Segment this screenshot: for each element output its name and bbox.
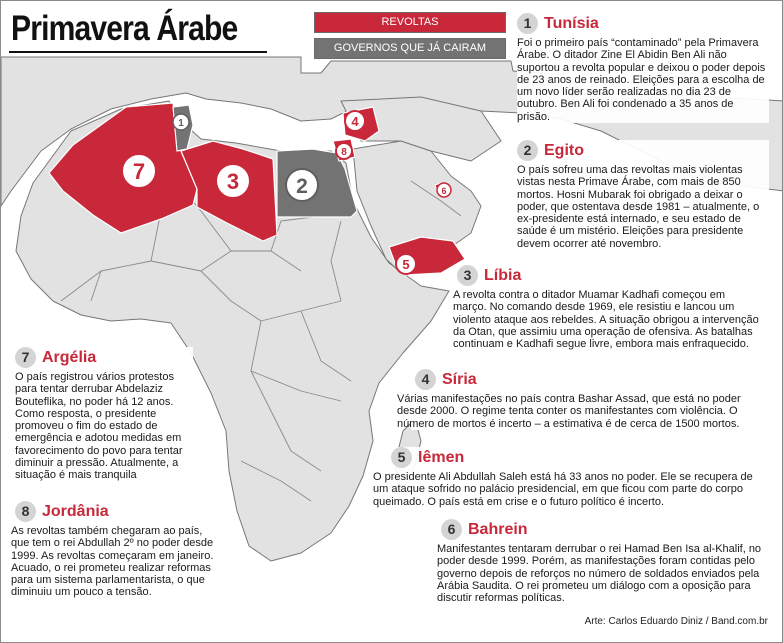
credit-line: Arte: Carlos Eduardo Diniz / Band.com.br <box>584 616 768 627</box>
country-description: O presidente Ali Abdullah Saleh está há 33 anos no poder. Ele se recupera de um ataque sofrido no palácio presidencial, em que ficou com parte do corpo queimado. O país está em crise e o futuro político é incerto. <box>373 471 753 508</box>
country-block-syria <box>397 369 769 430</box>
svg-text:6: 6 <box>441 186 447 196</box>
country-description: Várias manifestações no país contra Bashar Assad, que está no poder desde 2000. O regime tenta conter os manifestantes com violência. O número de mortos é incerto – a estimativa é de cerca de 1500 mortos. <box>397 393 741 430</box>
map-marker-5 <box>396 254 416 274</box>
svg-text:3: 3 <box>226 169 240 194</box>
map-marker-7 <box>122 154 156 188</box>
country-block-yemen <box>373 447 769 508</box>
country-block-tunisia <box>517 13 769 123</box>
country-number: 5 <box>391 447 412 468</box>
map-marker-6 <box>437 183 451 197</box>
country-number: 8 <box>15 501 36 522</box>
country-name: Síria <box>442 371 477 388</box>
country-description: O país registrou vários protestos para tentar derrubar Abdelaziz Bouteflika, no poder há 12 anos. Como resposta, o presidente promoveu o fim do estado de emergência e adotou medidas em favorecimento do povo para tentar diminuir a pressão. Atualmente, a situação é mais tranquila <box>15 371 183 482</box>
country-block-jordan <box>11 501 223 599</box>
country-name: Argélia <box>42 349 97 366</box>
country-number: 6 <box>441 519 462 540</box>
svg-text:8: 8 <box>341 147 347 158</box>
country-description: O país sofreu uma das revoltas mais violentas vistas nesta Primave Árabe, com mais de 850 mortos. Hosni Mubarak foi obrigado a deixar o poder, que ostentava desde 1981 – atualmente, o ex-presidente está internado, e seu estado de saúde é um mistério. Eleições para presidente devem ocorrer até novembro. <box>517 164 760 250</box>
country-block-bahrain <box>437 519 769 604</box>
svg-text:5: 5 <box>402 257 410 272</box>
country-name: Iêmen <box>418 449 465 466</box>
country-name: Bahrein <box>468 521 528 538</box>
country-number: 4 <box>415 369 436 390</box>
legend-revolts: REVOLTAS <box>314 12 506 33</box>
country-name: Jordânia <box>42 503 109 520</box>
svg-text:1: 1 <box>178 118 184 129</box>
legend-fallen-governments: GOVERNOS QUE JÁ CAIRAM <box>314 38 506 59</box>
country-description: A revolta contra o ditador Muamar Kadhafi começou em março. No comando desde 1969, ele resistiu e lancou um violento ataque aos rebeldes. A situação obrigou a intervenção da Otan, que assimiu uma operação de ofensiva. As batalhas continuam e Kadhafi segue livre, embora mais enfraquecido. <box>453 289 759 351</box>
country-block-egypt <box>517 140 769 250</box>
country-block-libya <box>453 265 769 350</box>
svg-text:2: 2 <box>296 175 308 198</box>
map-marker-2 <box>286 169 318 201</box>
country-description: As revoltas também chegaram ao país, que tem o rei Abdullah 2º no poder desde 1999. As revoltas começaram em janeiro. Acuado, o rei prometeu realizar reformas para um sistema parlamentarista, o que diminuiu um pouco a tensão. <box>11 525 214 599</box>
svg-text:7: 7 <box>132 159 146 184</box>
title-underline <box>9 51 267 53</box>
country-number: 7 <box>15 347 36 368</box>
country-number: 3 <box>457 265 478 286</box>
country-name: Tunísia <box>544 15 599 32</box>
map-marker-1 <box>173 114 189 130</box>
country-description: Manifestantes tentaram derrubar o rei Hamad Ben Isa al-Khalif, no poder desde 1999. Porém, as manifestações foram contidas pelo governo depois de reforços no número de soldados enviados pela Arábia Saudita. O rei prometeu um diálogo com a oposição para discutir reformas políticas. <box>437 543 762 605</box>
svg-text:4: 4 <box>351 114 359 129</box>
country-block-algeria <box>15 347 193 482</box>
map-marker-4 <box>345 111 365 131</box>
country-description: Foi o primeiro país “contaminado” pela Primavera Árabe. O ditador Zine El Abidin Ben Ali não suportou a revolta popular e deixou o poder depois de 23 anos de reinado. Eleições para a escolha de um novo líder serão realizadas no dia 23 de outubro. Ben Ali foi condenado a 35 anos de prisão. <box>517 37 766 123</box>
map-marker-3 <box>216 164 250 198</box>
country-name: Egito <box>544 142 584 159</box>
country-number: 1 <box>517 13 538 34</box>
country-name: Líbia <box>484 267 522 284</box>
map-marker-8 <box>336 143 352 159</box>
country-number: 2 <box>517 140 538 161</box>
page-title: Primavera Árabe <box>11 9 238 48</box>
